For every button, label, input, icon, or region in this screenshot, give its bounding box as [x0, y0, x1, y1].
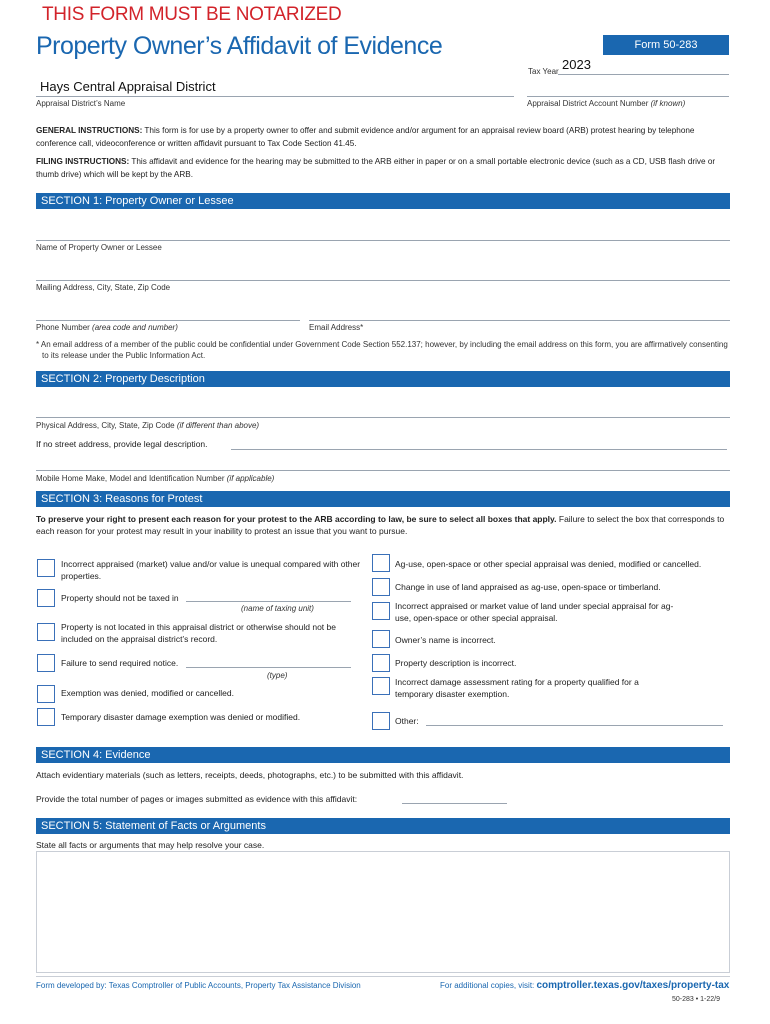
taxing-unit-field[interactable] [186, 601, 351, 602]
option-change-in-use: Change in use of land appraised as ag-use, open-space or timberland. [395, 582, 661, 592]
notarized-warning: THIS FORM MUST BE NOTARIZED [42, 4, 342, 25]
checkbox-exemption-denied[interactable] [37, 685, 55, 703]
checkbox-not-taxed[interactable] [37, 589, 55, 607]
tax-year-label: Tax Year [528, 67, 559, 76]
checkbox-ag-use-denied[interactable] [372, 554, 390, 572]
district-label: Appraisal District’s Name [36, 99, 126, 108]
checkbox-other[interactable] [372, 712, 390, 730]
option-incorrect-value: Incorrect appraised (market) value and/or value is unequal compared with other properties. [61, 559, 361, 581]
option-other: Other: [395, 716, 419, 726]
statement-textarea[interactable] [36, 851, 730, 973]
form-title: Property Owner’s Affidavit of Evidence [36, 32, 443, 60]
account-number-label: Appraisal District Account Number (if known) [527, 99, 686, 108]
option-description-incorrect: Property description is incorrect. [395, 658, 517, 668]
section-1-header: SECTION 1: Property Owner or Lessee [36, 193, 730, 209]
statement-prompt: State all facts or arguments that may help resolve your case. [36, 840, 265, 850]
section-2-header: SECTION 2: Property Description [36, 371, 730, 387]
owner-name-label: Name of Property Owner or Lessee [36, 243, 162, 252]
comptroller-link[interactable]: comptroller.texas.gov/taxes/property-tax [536, 980, 730, 991]
email-label: Email Address* [309, 323, 364, 332]
mailing-address-label: Mailing Address, City, State, Zip Code [36, 283, 171, 292]
other-reason-field[interactable] [426, 725, 723, 726]
section-3-header: SECTION 3: Reasons for Protest [36, 491, 730, 507]
checkbox-not-located[interactable] [37, 623, 55, 641]
form-number-badge: Form 50-283 [603, 35, 729, 55]
owner-name-field[interactable] [36, 240, 730, 241]
option-not-located: Property is not located in this appraisal district or otherwise should not be included on the appraisal district’s record. [61, 622, 336, 644]
account-number-field[interactable] [527, 96, 729, 97]
checkbox-failure-notice[interactable] [37, 654, 55, 672]
option-exemption-denied: Exemption was denied, modified or cancelled. [61, 688, 234, 698]
evidence-attach-text: Attach evidentiary materials (such as letters, receipts, deeds, photographs, etc.) to be submitted with this affidavit. [36, 770, 464, 780]
tax-year-field[interactable]: 2023 [562, 57, 591, 72]
physical-address-label: Physical Address, City, State, Zip Code (if different than above) [36, 421, 260, 430]
district-underline [36, 96, 514, 97]
phone-field[interactable] [36, 320, 300, 321]
mobile-home-label: Mobile Home Make, Model and Identification Number (if applicable) [36, 474, 275, 483]
filing-instructions: FILING INSTRUCTIONS: This affidavit and evidence for the hearing may be submitted to the ARB either in paper or on a small portable electronic device (such as a CD, USB flash drive or thumb drive) which will be kept by the ARB. [36, 157, 716, 179]
taxing-unit-hint: (name of taxing unit) [241, 604, 314, 613]
footer-developed-by: Form developed by: Texas Comptroller of Public Accounts, Property Tax Assistance Division [36, 981, 361, 990]
checkbox-damage-rating[interactable] [372, 677, 390, 695]
option-not-taxed: Property should not be taxed in [61, 593, 179, 603]
option-owner-incorrect: Owner’s name is incorrect. [395, 635, 496, 645]
checkbox-owner-incorrect[interactable] [372, 630, 390, 648]
option-failure-notice: Failure to send required notice. [61, 658, 179, 668]
protest-intro: To preserve your right to present each reason for your protest to the ARB according to law, be sure to select all boxes that apply. Failure to select the box that corresponds to each reason for your protest may result in your inability to protest an issue that you want to pursue. [36, 514, 725, 536]
tax-year-underline [558, 74, 729, 75]
form-code: 50-283 • 1-22/9 [672, 996, 720, 1003]
notice-type-hint: (type) [267, 671, 288, 680]
email-field[interactable] [309, 320, 730, 321]
checkbox-change-in-use[interactable] [372, 578, 390, 596]
section-4-header: SECTION 4: Evidence [36, 747, 730, 763]
option-damage-rating: Incorrect damage assessment rating for a property qualified for a temporary disaster exemption. [395, 677, 639, 699]
notice-type-field[interactable] [186, 667, 351, 668]
checkbox-disaster-exemption[interactable] [37, 708, 55, 726]
physical-address-field[interactable] [36, 417, 730, 418]
phone-label: Phone Number (area code and number) [36, 323, 178, 332]
footer-divider [36, 976, 730, 977]
section-5-header: SECTION 5: Statement of Facts or Arguments [36, 818, 730, 834]
footer-copies: For additional copies, visit: comptroller.texas.gov/taxes/property-tax [440, 980, 730, 991]
appraisal-district-field[interactable]: Hays Central Appraisal District [40, 79, 216, 94]
option-incorrect-ag-value: Incorrect appraised or market value of land under special appraisal for ag-use, open-space or other special appraisal. [395, 601, 674, 623]
general-instructions: GENERAL INSTRUCTIONS: This form is for use by a property owner to offer and submit evidence and/or argument for an appraisal review board (ARB) protest hearing by telephone conference call, videoconference or written affidavit pursuant to Tax Code Section 41.45. [36, 126, 695, 148]
mobile-home-field[interactable] [36, 470, 730, 471]
checkbox-incorrect-value[interactable] [37, 559, 55, 577]
email-confidential-note: * An email address of a member of the public could be confidential under Government Code Section 552.137; however, by including the email address on this form, you are affirmatively consenting to its release under the Public Information Act. [36, 340, 728, 360]
mailing-address-field[interactable] [36, 280, 730, 281]
checkbox-incorrect-ag-value[interactable] [372, 602, 390, 620]
evidence-pages-text: Provide the total number of pages or images submitted as evidence with this affidavit: [36, 794, 358, 804]
legal-description-field[interactable] [231, 449, 727, 450]
option-disaster-exemption: Temporary disaster damage exemption was denied or modified. [61, 712, 301, 722]
option-ag-use-denied: Ag-use, open-space or other special appraisal was denied, modified or cancelled. [395, 559, 702, 569]
checkbox-description-incorrect[interactable] [372, 654, 390, 672]
legal-description-prompt: If no street address, provide legal description. [36, 439, 208, 449]
evidence-pages-field[interactable] [402, 803, 507, 804]
